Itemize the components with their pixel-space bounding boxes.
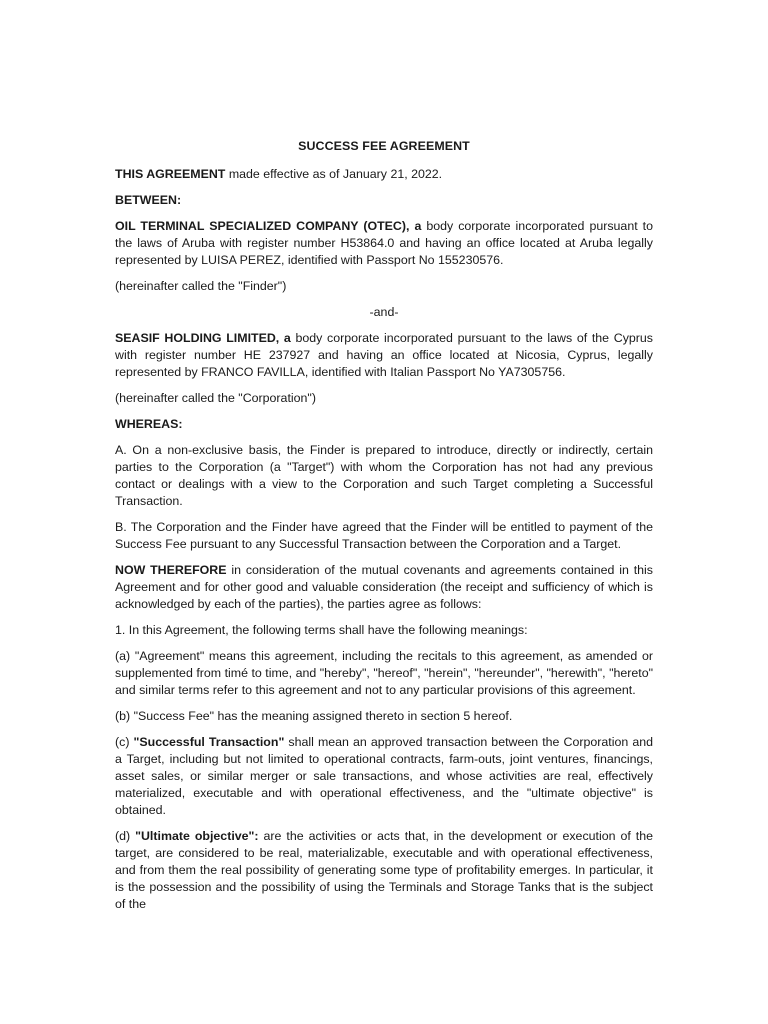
definition-c-text: shall mean an approved transaction between the Corporation and a Target, including but not limited to operational contracts, farm-outs, joint ventures, financings, asset sales, or similar merger or sale transactions, and whose activities are real, effectively materialized, executable and with operational effectiveness, and the "ultimate objective" is obtained. xyxy=(115,735,653,817)
party1-text: body corporate incorporated pursuant to the laws of Aruba with register number H53864.0 and having an office located at Aruba legally represented by LUISA PEREZ, identified with Passport No 155230576. xyxy=(115,219,653,267)
now-therefore-text: in consideration of the mutual covenants and agreements contained in this Agreement and for other good and valuable consideration (the receipt and sufficiency of which is acknowledged by each of the parties), the parties agree as follows: xyxy=(115,563,653,611)
intro-text: made effective as of January 21, 2022. xyxy=(225,167,443,181)
document-page xyxy=(115,138,653,922)
definition-a: (a) "Agreement" means this agreement, including the recitals to this agreement, as amended or supplemented from timé to time, and "hereby", "hereof", "herein", "hereunder", "herewith", "hereto" and similar terms refer to this agreement and not to any particular provisions of this agreement. xyxy=(115,649,653,697)
definition-c xyxy=(115,734,653,819)
now-therefore-bold: NOW THEREFORE xyxy=(115,563,227,577)
party2-bold: SEASIF HOLDING LIMITED, a xyxy=(115,331,291,345)
party1-called: (hereinafter called the "Finder") xyxy=(115,279,287,293)
recital-b: B. The Corporation and the Finder have agreed that the Finder will be entitled to payment of the Success Fee pursuant to any Successful Transaction between the Corporation and a Target. xyxy=(115,520,653,551)
party1-bold: OIL TERMINAL SPECIALIZED COMPANY (OTEC), a xyxy=(115,219,422,233)
recital-a: A. On a non-exclusive basis, the Finder is prepared to introduce, directly or indirectly, certain parties to the Corporation (a "Target") with whom the Corporation has not had any previous contact or dealings with a view to the Corporation and such Target completing a Successful Transaction. xyxy=(115,443,653,508)
intro-paragraph xyxy=(115,166,653,183)
between-label: BETWEEN: xyxy=(115,193,182,207)
definition-d xyxy=(115,828,653,913)
party2-text: body corporate incorporated pursuant to the laws of the Cyprus with register number HE 237927 and having an office located at Nicosia, Cyprus, legally represented by FRANCO FAVILLA, identified with Italian Passport No YA7305756. xyxy=(115,331,653,379)
document-title: SUCCESS FEE AGREEMENT xyxy=(298,139,470,153)
party2-paragraph xyxy=(115,330,653,381)
whereas-label: WHEREAS: xyxy=(115,417,183,431)
and-separator: -and- xyxy=(369,305,399,319)
definition-b: (b) "Success Fee" has the meaning assigned thereto in section 5 hereof. xyxy=(115,709,513,723)
definition-d-prefix: (d) xyxy=(115,829,136,843)
now-therefore-paragraph xyxy=(115,562,653,613)
party1-paragraph xyxy=(115,218,653,269)
definition-c-prefix: (c) xyxy=(115,735,134,749)
definition-c-term: "Successful Transaction" xyxy=(133,735,285,749)
clause-1: 1. In this Agreement, the following terms shall have the following meanings: xyxy=(115,623,528,637)
intro-bold: THIS AGREEMENT xyxy=(115,167,226,181)
definition-d-text: are the activities or acts that, in the development or execution of the target, are considered to be real, materializable, executable and with operational effectiveness, and from them the real possibility of generating some type of profitability emerges. In particular, it is the possession and the possibility of using the Terminals and Storage Tanks that is the subject of the xyxy=(115,829,653,911)
party2-called: (hereinafter called the "Corporation") xyxy=(115,391,316,405)
definition-d-term: "Ultimate objective": xyxy=(135,829,259,843)
